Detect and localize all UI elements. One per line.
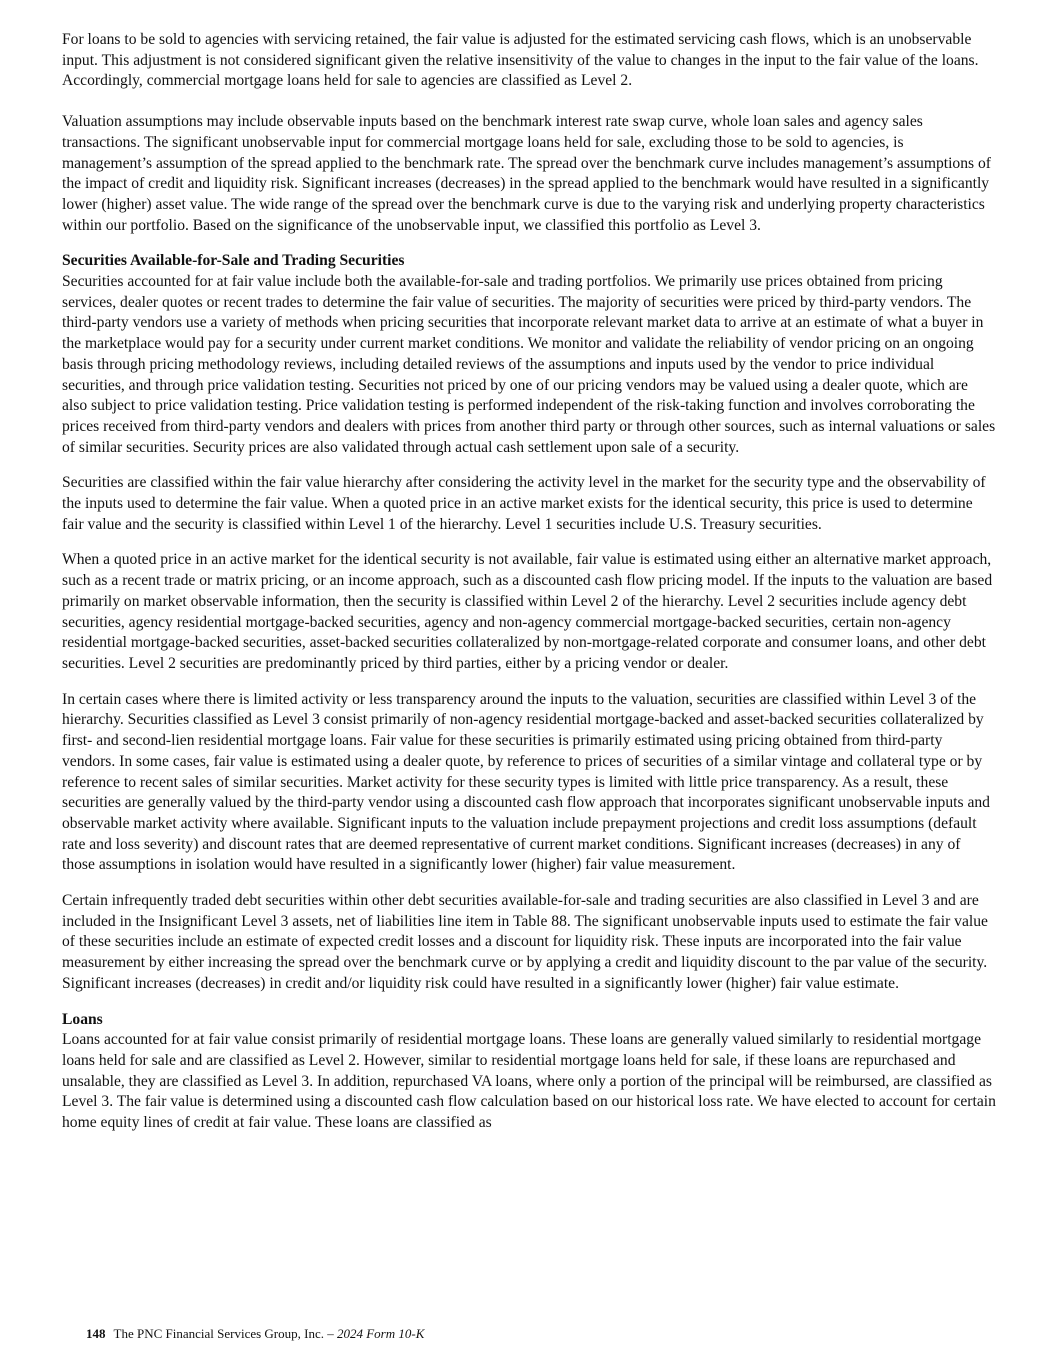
document-page (62, 30, 996, 1149)
paragraph-loans-fair-value: Loans accounted for at fair value consist primarily of residential mortgage loans. These loans are generally valued similarly to residential mortgage loans held for sale and are classified as Level 2. However, similar to residential mortgage loans held for sale, if these loans are repurchased and unsalable, they are classified as Level 3. In addition, repurchased VA loans, where only a portion of the principal will be reimbursed, are classified as Level 3. The fair value is determined using a discounted cash flow calculation based on our historical loss rate. We have elected to account for certain home equity lines of credit at fair value. These loans are classified as (62, 1031, 996, 1132)
paragraph-valuation-assumptions: Valuation assumptions may include observable inputs based on the benchmark interest rate swap curve, whole loan sales and agency sales transactions. The significant unobservable input for commercial mortgage loans held for sale, excluding those to be sold to agencies, is management’s assumption of the spread applied to the benchmark rate. The spread over the benchmark curve includes management’s assumptions of the impact of credit and liquidity risk. Significant increases (decreases) in the spread applied to the benchmark would have resulted in a significantly lower (higher) asset value. The wide range of the spread over the benchmark curve is due to the varying risk and underlying property characteristics within our portfolio. Based on the significance of the unobservable input, we classified this portfolio as Level 3. (62, 113, 991, 234)
footer-company: The PNC Financial Services Group, Inc. – (113, 1326, 334, 1341)
paragraph-securities-fair-value: Securities accounted for at fair value include both the available-for-sale and trading portfolios. We primarily use prices obtained from pricing services, dealer quotes or recent trades to determine the fair value of securities. The majority of securities were priced by third-party vendors. The third-party vendors use a variety of methods when pricing securities that incorporate relevant market data to arrive at an estimate of what a buyer in the marketplace would pay for a security under current market conditions. We monitor and validate the reliability of vendor pricing on an ongoing basis through pricing methodology reviews, including detailed reviews of the assumptions and inputs used by the vendor to price individual securities, and through price validation testing. Securities not priced by one of our pricing vendors may be valued using a dealer quote, which are also subject to price validation testing. Price validation testing is performed independent of the risk-taking function and involves corroborating the prices received from third-party vendors and dealers with prices from another third party or through other sources, such as internal valuations or sales of similar securities. Security prices are also validated through actual cash settlement upon sale of a security. (62, 273, 996, 456)
paragraph-securities-level-1: Securities are classified within the fair value hierarchy after considering the activity level in the market for the security type and the observability of the inputs used to determine the fair value. When a quoted price in an active market exists for the identical security, this price is used to determine fair value and the security is classified within Level 1 of the hierarchy. Level 1 securities include U.S. Treasury securities. (62, 474, 986, 533)
paragraph-securities-level-3: In certain cases where there is limited activity or less transparency around the inputs to the valuation, securities are classified within Level 3 of the hierarchy. Securities classified as Level 3 consist primarily of non-agency residential mortgage-backed and asset-backed securities collateralized by first- and second-lien residential mortgage loans. Fair value for these securities is primarily estimated using pricing obtained from third-party vendors. In some cases, fair value is estimated using a dealer quote, by reference to prices of securities of a similar vintage and collateral type or by reference to recent sales of similar securities. Market activity for these security types is limited with little price transparency. As a result, these securities are generally valued by the third-party vendor using a discounted cash flow approach that incorporates significant unobservable inputs and observable market activity where available. Significant inputs to the valuation include prepayment projections and credit loss assumptions (default rate and loss severity) and discount rates that are deemed representative of current market conditions. Significant increases (decreases) in any of those assumptions in isolation would have resulted in a significantly lower (higher) fair value measurement. (62, 690, 990, 874)
footer-form-ref: 2024 Form 10-K (336, 1326, 425, 1341)
section-loans (62, 1010, 996, 1134)
page-footer (86, 1326, 424, 1342)
section-heading-securities: Securities Available-for-Sale and Trading Securities (62, 252, 405, 270)
paragraph-securities-level-2: When a quoted price in an active market for the identical security is not available, fair value is estimated using either an alternative market approach, such as a recent trade or matrix pricing, or an income approach, such as a discounted cash flow pricing model. If the inputs to the valuation are based primarily on market observable information, then the security is classified within Level 2 of the hierarchy. Level 2 securities include agency debt securities, agency residential mortgage-backed securities, agency and non-agency commercial mortgage-backed securities, certain non-agency residential mortgage-backed securities, asset-backed securities collateralized by non-mortgage-related corporate and consumer loans, and other debt securities. Level 2 securities are predominantly priced by third parties, either by a pricing vendor or dealer. (62, 551, 993, 672)
section-heading-loans: Loans (62, 1010, 103, 1028)
page-number: 148 (86, 1326, 106, 1341)
paragraph-securities-infrequently-traded: Certain infrequently traded debt securities within other debt securities available-for-sale and trading securities are also classified in Level 3 and are included in the Insignificant Level 3 assets, net of liabilities line item in Table 88. The significant unobservable inputs used to estimate the fair value of these securities include an estimate of expected credit losses and a discount for liquidity risk. These inputs are incorporated into the fair value measurement by either increasing the spread over the benchmark curve or by applying a credit and liquidity discount to the par value of the security. Significant increases (decreases) in credit and/or liquidity risk could have resulted in a significantly lower (higher) fair value estimate. (62, 892, 988, 992)
section-securities (62, 251, 996, 994)
paragraph-agency-servicing: For loans to be sold to agencies with servicing retained, the fair value is adjusted for the estimated servicing cash flows, which is an unobservable input. This adjustment is not considered significant given the relative insensitivity of the value to changes in the input to the fair value of the loans. Accordingly, commercial mortgage loans held for sale to agencies are classified as Level 2. (62, 31, 979, 90)
